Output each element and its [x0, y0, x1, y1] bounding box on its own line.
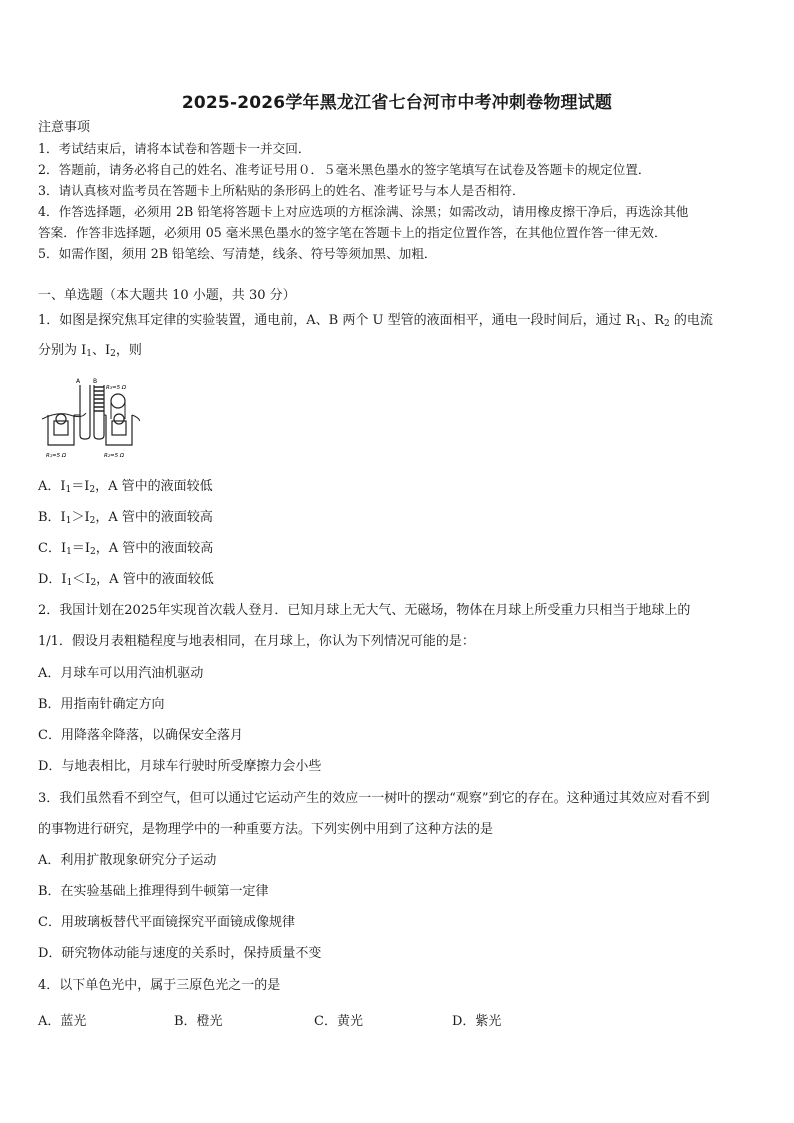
- question-3-option-d: D．研究物体动能与速度的关系时，保持质量不变: [38, 946, 322, 961]
- question-2-stem: 2．我国计划在2025年实现首次载人登月．已知月球上无大气、无磁场，物体在月球上所受重力只相当于地球上的: [38, 603, 691, 618]
- question-3-stem: 3．我们虽然看不到空气，但可以通过它运动产生的效应一一树叶的摆动“观察”到它的存在。这种通过其效应对看不到: [38, 791, 710, 806]
- label-b: B: [93, 378, 98, 385]
- joule-law-apparatus-figure: [40, 375, 140, 463]
- label-r2: R₂=5 Ω: [104, 453, 125, 459]
- question-3-option-b: B．在实验基础上推理得到牛顿第一定律: [38, 884, 269, 899]
- note-item: 2．答题前，请务必将自己的姓名、准考证号用０．５毫米黑色墨水的签字笔填写在试卷及答题卡的规定位置．: [38, 162, 651, 177]
- note-item: 3．请认真核对监考员在答题卡上所粘贴的条形码上的姓名、准考证号与本人是否相符．: [38, 183, 525, 198]
- question-2-option-a: A．月球车可以用汽油机驱动: [38, 666, 204, 681]
- question-1-option-d: D．$I_1<I_2$，A 管中的液面较低: [38, 572, 214, 588]
- question-3-stem-cont: 的事物进行研究，是物理学中的一种重要方法。下列实例中用到了这种方法的是: [38, 822, 494, 837]
- section-heading: 一、单选题（本大题共 10 小题，共 30 分）: [38, 288, 296, 303]
- question-4-option-c: C．黄光: [314, 1014, 363, 1029]
- label-r3: R₃=5 Ω: [106, 385, 127, 391]
- question-1-stem-cont: 分别为 $I_1$、$I_2$，则: [38, 343, 142, 359]
- question-4-options: [38, 1010, 558, 1029]
- question-3-option-a: A．利用扩散现象研究分子运动: [38, 853, 217, 868]
- notes-heading: 注意事项: [38, 120, 91, 135]
- question-1-option-c: C．$I_1=I_2$，A 管中的液面较高: [38, 541, 214, 557]
- question-1-stem: 1．如图是探究焦耳定律的实验装置，通电前，A、B 两个 U 型管的液面相平，通电一段时间后，通过 $R_1$、$R_2$ 的电流: [38, 313, 713, 329]
- label-r1: R₁=5 Ω: [46, 453, 67, 459]
- question-4-option-a: A．蓝光: [38, 1014, 87, 1029]
- note-item: 1．考试结束后，请将本试卷和答题卡一并交回．: [38, 141, 311, 156]
- question-2-option-d: D．与地表相比，月球车行驶时所受摩擦力会小些: [38, 759, 322, 774]
- note-item: 4．作答选择题，必须用 2B 铅笔将答题卡上对应选项的方框涂满、涂黑；如需改动，请用橡皮擦干净后，再选涂其他: [38, 204, 689, 219]
- question-4-option-d: D．紫光: [452, 1014, 502, 1029]
- question-2-option-c: C．用降落伞降落，以确保安全落月: [38, 728, 243, 743]
- question-2-option-b: B．用指南针确定方向: [38, 697, 165, 712]
- question-3-option-c: C．用玻璃板替代平面镜探究平面镜成像规律: [38, 915, 295, 930]
- question-1-option-b: B．$I_1>I_2$，A 管中的液面较高: [38, 510, 213, 526]
- label-a: A: [76, 378, 81, 385]
- note-item: 5．如需作图，须用 2B 铅笔绘、写清楚，线条、符号等须加黑、加粗．: [38, 246, 437, 261]
- question-2-stem-cont: 1/1．假设月表粗糙程度与地表相同，在月球上，你认为下列情况可能的是：: [38, 634, 475, 649]
- question-4-stem: 4．以下单色光中，属于三原色光之一的是: [38, 978, 281, 993]
- note-item: 答案．作答非选择题，必须用 05 毫米黑色墨水的签字笔在答题卡上的指定位置作答，在其他位置作答一律无效．: [38, 225, 667, 240]
- question-4-option-b: B．橙光: [174, 1014, 223, 1029]
- question-1-option-a: A．$I_1=I_2$，A 管中的液面较低: [38, 479, 213, 495]
- page-title: 2025-2026学年黑龙江省七台河市中考冲刺卷物理试题: [181, 93, 613, 113]
